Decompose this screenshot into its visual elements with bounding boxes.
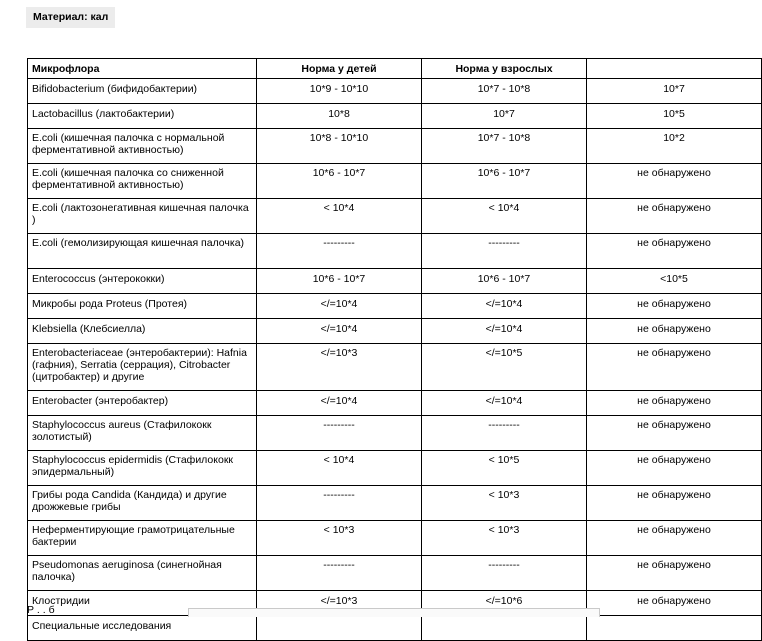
row-result [587,616,762,641]
row-adults: </=10*6 [422,591,587,616]
table-row [28,344,762,391]
table-row [28,451,762,486]
row-name: Staphylococcus epidermidis (Стафилококк эпидермальный) [28,451,257,486]
footer-input-box[interactable] [188,608,600,617]
header-adults-norm: Норма у взрослых [422,59,587,79]
row-adults: 10*7 - 10*8 [422,79,587,104]
row-result: 10*2 [587,129,762,164]
row-adults: </=10*4 [422,294,587,319]
row-adults: 10*7 - 10*8 [422,129,587,164]
row-result: не обнаружено [587,164,762,199]
table-row [28,79,762,104]
row-name: Klebsiella (Клебсиелла) [28,319,257,344]
row-adults: --------- [422,234,587,269]
row-name: Клостридии [28,591,257,616]
row-adults: </=10*4 [422,319,587,344]
row-children: < 10*4 [257,199,422,234]
row-children: 10*8 - 10*10 [257,129,422,164]
row-name: E.coli (лактозонегативная кишечная палочка ) [28,199,257,234]
row-name: Pseudomonas aeruginosa (синегнойная палочка) [28,556,257,591]
row-children: --------- [257,234,422,269]
row-children: 10*6 - 10*7 [257,164,422,199]
row-children: </=10*3 [257,591,422,616]
row-adults: < 10*3 [422,486,587,521]
header-result [587,59,762,79]
footer-text: Р . . б [27,604,55,616]
row-name: Грибы рода Candida (Кандида) и другие дрожжевые грибы [28,486,257,521]
row-children: </=10*4 [257,294,422,319]
table-row [28,129,762,164]
row-result: не обнаружено [587,416,762,451]
microflora-table [27,58,762,641]
row-result: не обнаружено [587,234,762,269]
row-name: Enterobacter (энтеробактер) [28,391,257,416]
row-adults: < 10*4 [422,199,587,234]
row-result: <10*5 [587,269,762,294]
table-row [28,416,762,451]
table-row [28,269,762,294]
row-result: не обнаружено [587,591,762,616]
row-children [257,616,422,641]
row-name: Специальные исследования [28,616,257,641]
row-name: Неферментирующие грамотрицательные бактерии [28,521,257,556]
row-children: 10*8 [257,104,422,129]
table-row [28,164,762,199]
row-result: не обнаружено [587,294,762,319]
table-row [28,104,762,129]
row-result: не обнаружено [587,521,762,556]
row-result: не обнаружено [587,391,762,416]
row-children: < 10*3 [257,521,422,556]
row-adults: --------- [422,556,587,591]
table-row [28,294,762,319]
row-children: </=10*4 [257,319,422,344]
table-row [28,616,762,641]
row-result: не обнаружено [587,556,762,591]
table-row [28,521,762,556]
material-label: Материал: кал [26,7,115,28]
row-adults: --------- [422,416,587,451]
row-result: не обнаружено [587,319,762,344]
row-name: Микробы рода Proteus (Протея) [28,294,257,319]
row-name: Enterococcus (энтерококки) [28,269,257,294]
row-adults: </=10*5 [422,344,587,391]
row-name: Lactobacillus (лактобактерии) [28,104,257,129]
table-row [28,234,762,269]
header-children-norm: Норма у детей [257,59,422,79]
row-children: 10*6 - 10*7 [257,269,422,294]
row-name: E.coli (кишечная палочка с нормальной ферментативной активностью) [28,129,257,164]
header-microflora: Микрофлора [28,59,257,79]
table-row [28,556,762,591]
table-header-row [28,59,762,79]
row-children: 10*9 - 10*10 [257,79,422,104]
row-adults: 10*6 - 10*7 [422,269,587,294]
row-name: E.coli (гемолизирующая кишечная палочка) [28,234,257,269]
row-name: Staphylococcus aureus (Стафилококк золотистый) [28,416,257,451]
row-children: < 10*4 [257,451,422,486]
table-row [28,391,762,416]
table-row [28,319,762,344]
row-result: не обнаружено [587,486,762,521]
row-name: Bifidobacterium (бифидобактерии) [28,79,257,104]
row-children: --------- [257,556,422,591]
row-adults: 10*6 - 10*7 [422,164,587,199]
row-name: Enterobacteriaceae (энтеробактерии): Hafnia (гафния), Serratia (серрация), Citrobacter (цитробактер) и другие [28,344,257,391]
row-name: E.coli (кишечная палочка со сниженной ферментативной активностью) [28,164,257,199]
table-row [28,486,762,521]
row-result: не обнаружено [587,344,762,391]
row-children: </=10*4 [257,391,422,416]
row-result: не обнаружено [587,451,762,486]
row-adults [422,616,587,641]
row-result: 10*7 [587,79,762,104]
row-adults: < 10*5 [422,451,587,486]
row-children: </=10*3 [257,344,422,391]
row-adults: 10*7 [422,104,587,129]
row-result: 10*5 [587,104,762,129]
row-adults: < 10*3 [422,521,587,556]
row-children: --------- [257,486,422,521]
table-row [28,199,762,234]
row-children: --------- [257,416,422,451]
row-result: не обнаружено [587,199,762,234]
row-adults: </=10*4 [422,391,587,416]
